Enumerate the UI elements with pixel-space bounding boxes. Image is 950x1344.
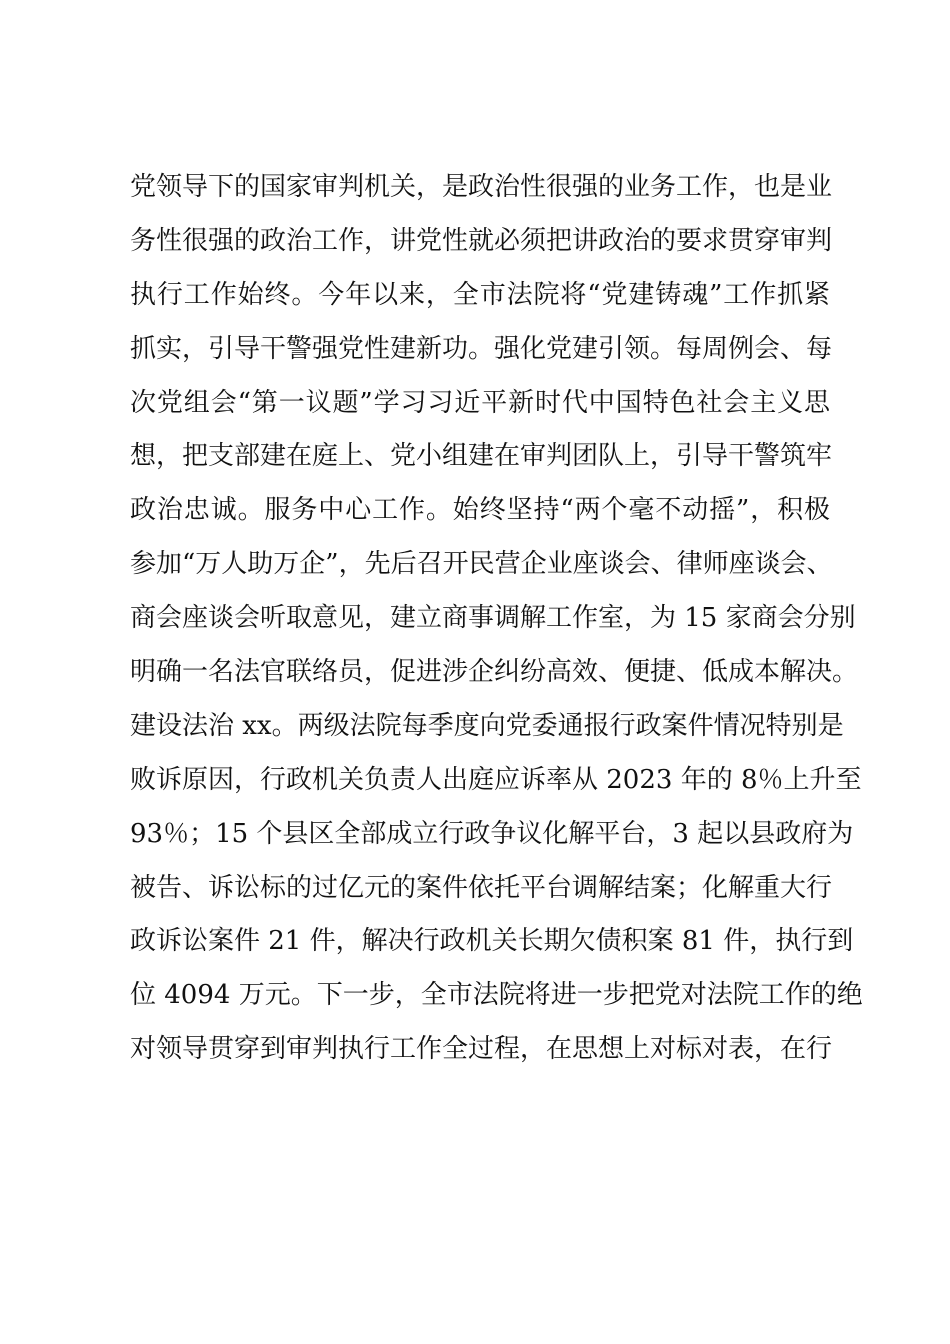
body-paragraph [130, 172, 863, 1090]
text-line: 次党组会“第一议题”学习习近平新时代中国特色社会主义思 [130, 387, 830, 418]
text-line: 93％；15 个县区全部成立行政争议化解平台，3 起以县政府为 [130, 818, 854, 849]
text-line: 想，把支部建在庭上、党小组建在审判团队上，引导干警筑牢 [130, 441, 833, 472]
text-line: 政诉讼案件 21 件，解决行政机关长期欠债积案 81 件，执行到 [130, 926, 854, 957]
text-line: 党领导下的国家审判机关，是政治性很强的业务工作，也是业 [130, 172, 833, 202]
text-line: 位 4094 万元。下一步，全市法院将进一步把党对法院工作的绝 [130, 980, 863, 1011]
text-line: 败诉原因，行政机关负责人出庭应诉率从 2023 年的 8％上升至 [130, 764, 862, 795]
text-line: 执行工作始终。今年以来，全市法院将“党建铸魂”工作抓紧 [130, 279, 830, 310]
text-line: 对领导贯穿到审判执行工作全过程，在思想上对标对表，在行 [130, 1034, 833, 1065]
text-line: 被告、诉讼标的过亿元的案件依托平台调解结案；化解重大行 [130, 872, 833, 903]
text-line: 明确一名法官联络员，促进涉企纠纷高效、便捷、低成本解决。 [130, 657, 859, 688]
text-line: 政治忠诚。服务中心工作。始终坚持“两个毫不动摇”，积极 [130, 495, 830, 526]
text-line: 务性很强的政治工作，讲党性就必须把讲政治的要求贯穿审判 [130, 225, 833, 256]
text-line: 商会座谈会听取意见，建立商事调解工作室，为 15 家商会分别 [130, 603, 856, 634]
text-line: 抓实，引导干警强党性建新功。强化党建引领。每周例会、每 [130, 333, 833, 364]
text-line: 参加“万人助万企”，先后召开民营企业座谈会、律师座谈会、 [130, 549, 833, 580]
text-line: 建设法治 xx。两级法院每季度向党委通报行政案件情况特别是 [130, 710, 844, 741]
